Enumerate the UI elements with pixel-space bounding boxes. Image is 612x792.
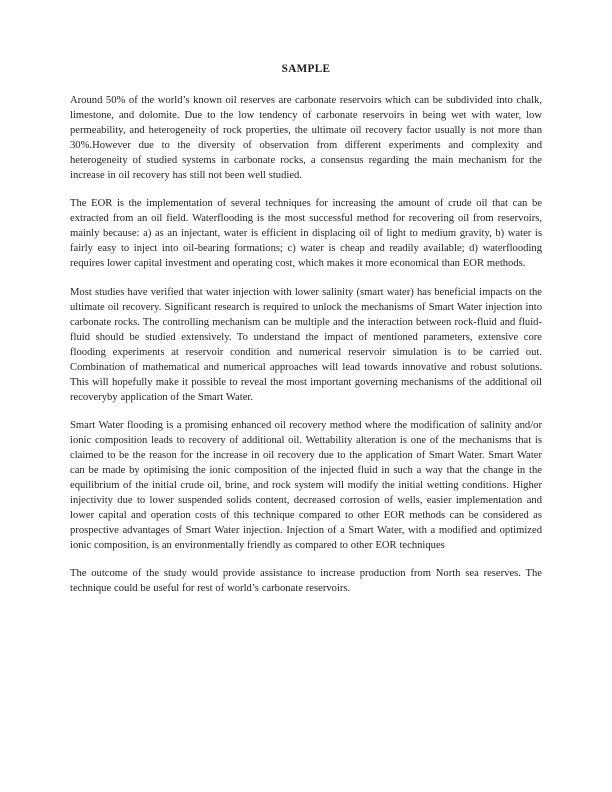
paragraph: Smart Water flooding is a promising enhanced oil recovery method where the modification of salinity and/or ionic composition leads to recovery of additional oil. Wettability alteration is one of the mechanisms that is claimed to be the reason for the increase in oil recovery due to the application of Smart Water. Smart Water can be made by optimising the ionic composition of the injected fluid in such a way that the change in the equilibrium of the initial crude oil, brine, and rock system will modify the initial wetting conditions. Higher injectivity due to lower suspended solids content, decreased corrosion of wells, easier implementation and lower capital and operation costs of this technique compared to other EOR methods can be considered as prospective advantages of Smart Water injection. Injection of a Smart Water, with a modified and optimized ionic composition, is an environmentally friendly as compared to other EOR techniques	[70, 419, 542, 552]
paragraph: Around 50% of the world’s known oil reserves are carbonate reservoirs which can be subdivided into chalk, limestone, and dolomite. Due to the low tendency of carbonate reservoirs in being wet with water, low permeability, and heterogeneity of rock properties, the ultimate oil recovery factor usually is not more than 30%.However due to the diversity of observation from different experiments and complexity and heterogeneity of studied systems in carbonate rocks, a consensus regarding the main mechanism for the increase in oil recovery has still not been well studied.	[70, 95, 542, 182]
paragraph: The EOR is the implementation of several techniques for increasing the amount of crude oil that can be extracted from an oil field. Waterflooding is the most successful method for recovering oil from reservoirs, mainly because: a) as an injectant, water is efficient in displacing oil of light to medium gravity, b) water is fairly easy to inject into oil-bearing formations; c) water is cheap and readily available; d) waterflooding requires lower capital investment and operating cost, which makes it more economical than EOR methods.	[70, 198, 542, 270]
page-title: SAMPLE	[281, 63, 331, 75]
paragraph: Most studies have verified that water injection with lower salinity (smart water) has beneficial impacts on the ultimate oil recovery. Significant research is required to unlock the mechanisms of Smart Water injection into carbonate rocks. The controlling mechanism can be multiple and the interaction between rock-fluid and fluid-fluid should be studied extensively. To understand the impact of mentioned parameters, extensive core flooding experiments at reservoir condition and numerical reservoir simulation is to be carried out. Combination of mathematical and numerical approaches will lead towards innovative and robust solutions. This will hopefully make it possible to reveal the most important governing mechanisms of the additional oil recoveryby application of the Smart Water.	[70, 286, 542, 403]
paragraph: The outcome of the study would provide assistance to increase production from North sea reserves. The technique could be useful for rest of world’s carbonate reservoirs.	[70, 568, 542, 595]
document-body	[70, 62, 542, 596]
